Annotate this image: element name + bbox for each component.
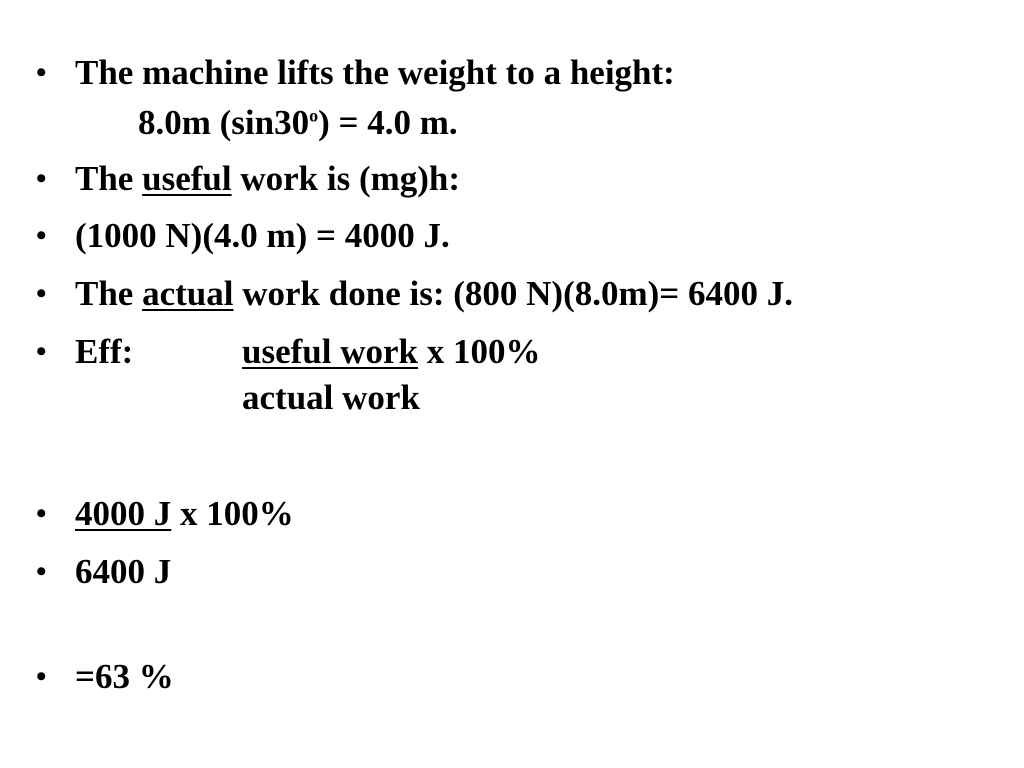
efficiency-multiplier: x 100% <box>418 332 541 371</box>
bullet-marker: • <box>36 335 47 368</box>
bullet-marker: • <box>36 56 47 89</box>
actual-work-suffix: work done is: (800 N)(8.0m)= 6400 J. <box>233 274 793 313</box>
height-equation-lhs: 8.0m (sin30 <box>138 103 310 142</box>
efficiency-formula-denominator: actual work <box>242 378 420 417</box>
bullet-marker: • <box>36 162 47 195</box>
actual-work-prefix: The <box>75 274 143 313</box>
numerator-multiplier: x 100% <box>171 494 294 533</box>
bullet-marker: • <box>36 219 47 252</box>
numerator-value: 4000 J <box>75 494 172 533</box>
efficiency-formula-numerator <box>242 330 541 374</box>
useful-work-calculation: (1000 N)(4.0 m) = 4000 J. <box>75 216 450 255</box>
bullet-marker: • <box>36 660 47 693</box>
bullet-marker: • <box>36 497 47 530</box>
efficiency-result: =63 % <box>75 657 174 696</box>
actual-work-statement <box>75 272 793 316</box>
height-statement <box>75 51 675 95</box>
efficiency-denominator-value: 6400 J <box>75 552 172 591</box>
efficiency-numerator-values <box>75 492 294 536</box>
efficiency-numerator-text: useful work <box>242 332 418 371</box>
height-statement-text: The machine lifts the weight to a height: <box>75 53 675 92</box>
degree-superscript: o <box>309 105 319 126</box>
height-equation <box>138 101 458 145</box>
useful-work-prefix: The <box>75 159 143 198</box>
bullet-marker: • <box>36 277 47 310</box>
height-equation-rhs: ) = 4.0 m. <box>318 103 458 142</box>
actual-underlined-word: actual <box>142 274 234 313</box>
useful-work-statement <box>75 157 460 201</box>
bullet-marker: • <box>36 555 47 588</box>
useful-work-suffix: work is (mg)h: <box>231 159 461 198</box>
useful-underlined-word: useful <box>142 159 232 198</box>
efficiency-label: Eff: <box>75 332 134 371</box>
